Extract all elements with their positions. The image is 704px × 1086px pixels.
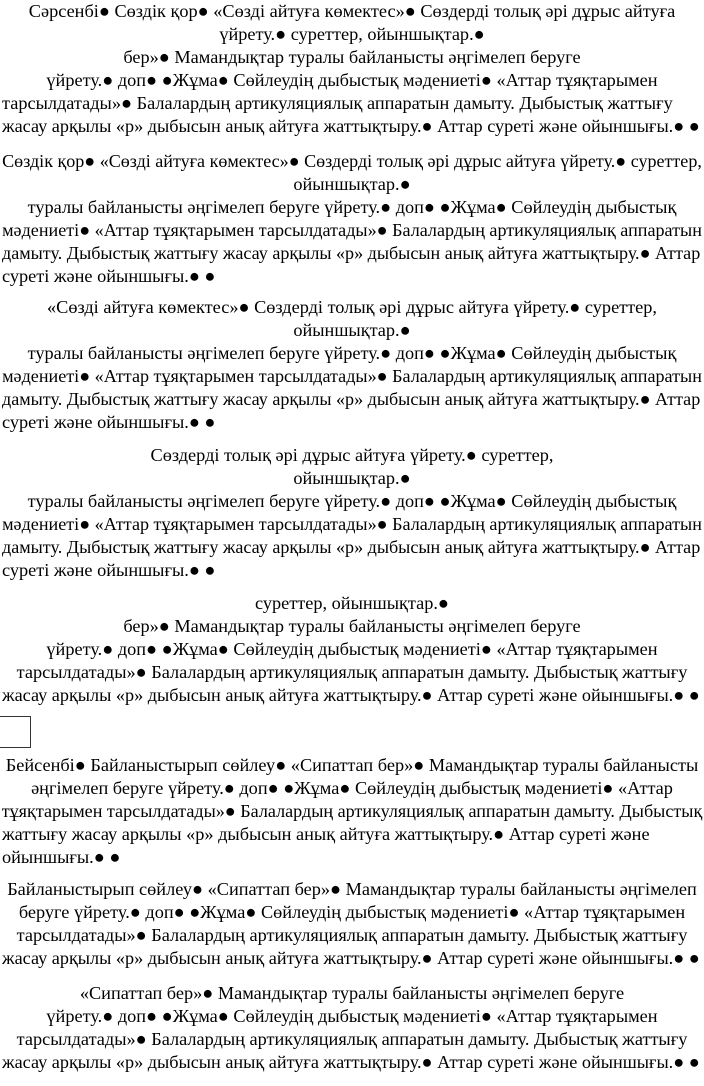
text-line: беруге үйрету.● доп● ●Жұма● Сөйлеудің дыбыстық мәдениеті● «Аттар тұяқтарымен xyxy=(18,902,686,922)
text-line: бер»● Мамандықтар туралы байланысты әңгімелеп беруге xyxy=(123,616,581,636)
paragraph-7 xyxy=(0,878,704,970)
text-line: әңгімелеп беруге үйрету.● доп● ●Жұма● Сөйлеудің дыбыстық мәдениеті● «Аттар xyxy=(31,778,673,798)
text-line: мәдениеті● «Аттар тұяқтарымен тарсылдатады»● Балалардың артикуляциялық аппаратын xyxy=(2,514,702,534)
text-line: ойыншықтар.● xyxy=(293,320,411,340)
text-line: Сөздерді толық әрі дұрыс айтуға үйрету.● суреттер, xyxy=(150,445,554,465)
text-line: жаттығу жасау арқылы «р» дыбысын анық айтуға жаттықтыру.● Аттар суреті және xyxy=(2,824,650,844)
text-line: тарсылдатады»● Балалардың артикуляциялық аппаратын дамыту. Дыбыстық жаттығу xyxy=(16,662,688,682)
text-line: суреттер, ойыншықтар.● xyxy=(255,593,449,613)
text-line: ойыншықтар.● xyxy=(293,468,411,488)
text-line: «Сөзді айтуға көмектес»● Сөздерді толық әрі дұрыс айтуға үйрету.● суреттер, xyxy=(47,297,657,317)
text-line: суреті және ойыншығы.● ● xyxy=(2,266,216,286)
text-line: дамыту. Дыбыстық жаттығу жасау арқылы «р» дыбысын анық айтуға жаттықтыру.● Аттар xyxy=(2,389,701,409)
text-line: үйрету.● суреттер, ойыншықтар.● xyxy=(219,24,485,44)
paragraph-3 xyxy=(0,296,704,434)
text-line: Байланыстырып сөйлеу● «Сипаттап бер»● Мамандықтар туралы байланысты әңгімелеп xyxy=(7,879,697,899)
text-line: үйрету.● доп● ●Жұма● Сөйлеудің дыбыстық мәдениеті● «Аттар тұяқтарымен xyxy=(46,1006,658,1026)
text-line: мәдениеті● «Аттар тұяқтарымен тарсылдатады»● Балалардың артикуляциялық аппаратын xyxy=(2,220,702,240)
text-line: үйрету.● доп● ●Жұма● Сөйлеудің дыбыстық мәдениеті● «Аттар тұяқтарымен xyxy=(46,70,658,90)
text-line: суреті және ойыншығы.● ● xyxy=(2,560,216,580)
paragraph-1 xyxy=(0,0,704,138)
text-line: Сөздік қор● «Сөзді айтуға көмектес»● Сөздерді толық әрі дұрыс айтуға үйрету.● суреттер, xyxy=(2,151,702,171)
text-line: тарсылдатады»● Балалардың артикуляциялық аппаратын дамыту. Дыбыстық жаттығу xyxy=(2,93,673,113)
text-line: дамыту. Дыбыстық жаттығу жасау арқылы «р» дыбысын анық айтуға жаттықтыру.● Аттар xyxy=(2,243,701,263)
text-line: туралы байланысты әңгімелеп беруге үйрету.● доп● ●Жұма● Сөйлеудің дыбыстық xyxy=(27,491,677,511)
text-line: туралы байланысты әңгімелеп беруге үйрету.● доп● ●Жұма● Сөйлеудің дыбыстық xyxy=(27,343,677,363)
text-line: бер»● Мамандықтар туралы байланысты әңгімелеп беруге xyxy=(123,47,581,67)
text-line: Сәрсенбі● Сөздік қор● «Сөзді айтуға көмектес»● Сөздерді толық әрі дұрыс айтуға xyxy=(28,1,676,21)
text-line: «Сипаттап бер»● Мамандықтар туралы байланысты әңгімелеп беруге xyxy=(79,983,625,1003)
text-line: тарсылдатады»● Балалардың артикуляциялық аппаратын дамыту. Дыбыстық жаттығу xyxy=(16,925,688,945)
text-line: туралы байланысты әңгімелеп беруге үйрету.● доп● ●Жұма● Сөйлеудің дыбыстық xyxy=(27,197,677,217)
text-line: ойыншығы.● ● xyxy=(2,847,121,867)
empty-box xyxy=(0,716,31,748)
text-line: тарсылдатады»● Балалардың артикуляциялық аппаратын дамыту. Дыбыстық жаттығу xyxy=(16,1029,688,1049)
paragraph-4 xyxy=(0,444,704,582)
paragraph-6 xyxy=(0,754,704,869)
text-line: жасау арқылы «р» дыбысын анық айтуға жаттықтыру.● Аттар суреті және ойыншығы.● ● xyxy=(2,116,700,136)
text-line: жасау арқылы «р» дыбысын анық айтуға жаттықтыру.● Аттар суреті және ойыншығы.● ● xyxy=(2,948,700,968)
text-line: жасау арқылы «р» дыбысын анық айтуға жаттықтыру.● Аттар суреті және ойыншығы.● ● xyxy=(2,685,700,705)
paragraph-5 xyxy=(0,592,704,707)
text-line: Бейсенбі● Байланыстырып сөйлеу● «Сипаттап бер»● Мамандықтар туралы байланысты xyxy=(5,755,699,775)
text-line: тұяқтарымен тарсылдатады»● Балалардың артикуляциялық аппаратын дамыту. Дыбыстық xyxy=(1,801,703,821)
text-line: жасау арқылы «р» дыбысын анық айтуға жаттықтыру.● Аттар суреті және ойыншығы.● ● xyxy=(2,1052,700,1072)
text-line: ойыншықтар.● xyxy=(293,174,411,194)
text-line: дамыту. Дыбыстық жаттығу жасау арқылы «р» дыбысын анық айтуға жаттықтыру.● Аттар xyxy=(2,537,701,557)
paragraph-8 xyxy=(0,982,704,1074)
paragraph-2 xyxy=(0,150,704,288)
text-line: суреті және ойыншығы.● ● xyxy=(2,412,216,432)
text-line: үйрету.● доп● ●Жұма● Сөйлеудің дыбыстық мәдениеті● «Аттар тұяқтарымен xyxy=(46,639,658,659)
text-line: мәдениеті● «Аттар тұяқтарымен тарсылдатады»● Балалардың артикуляциялық аппаратын xyxy=(2,366,702,386)
